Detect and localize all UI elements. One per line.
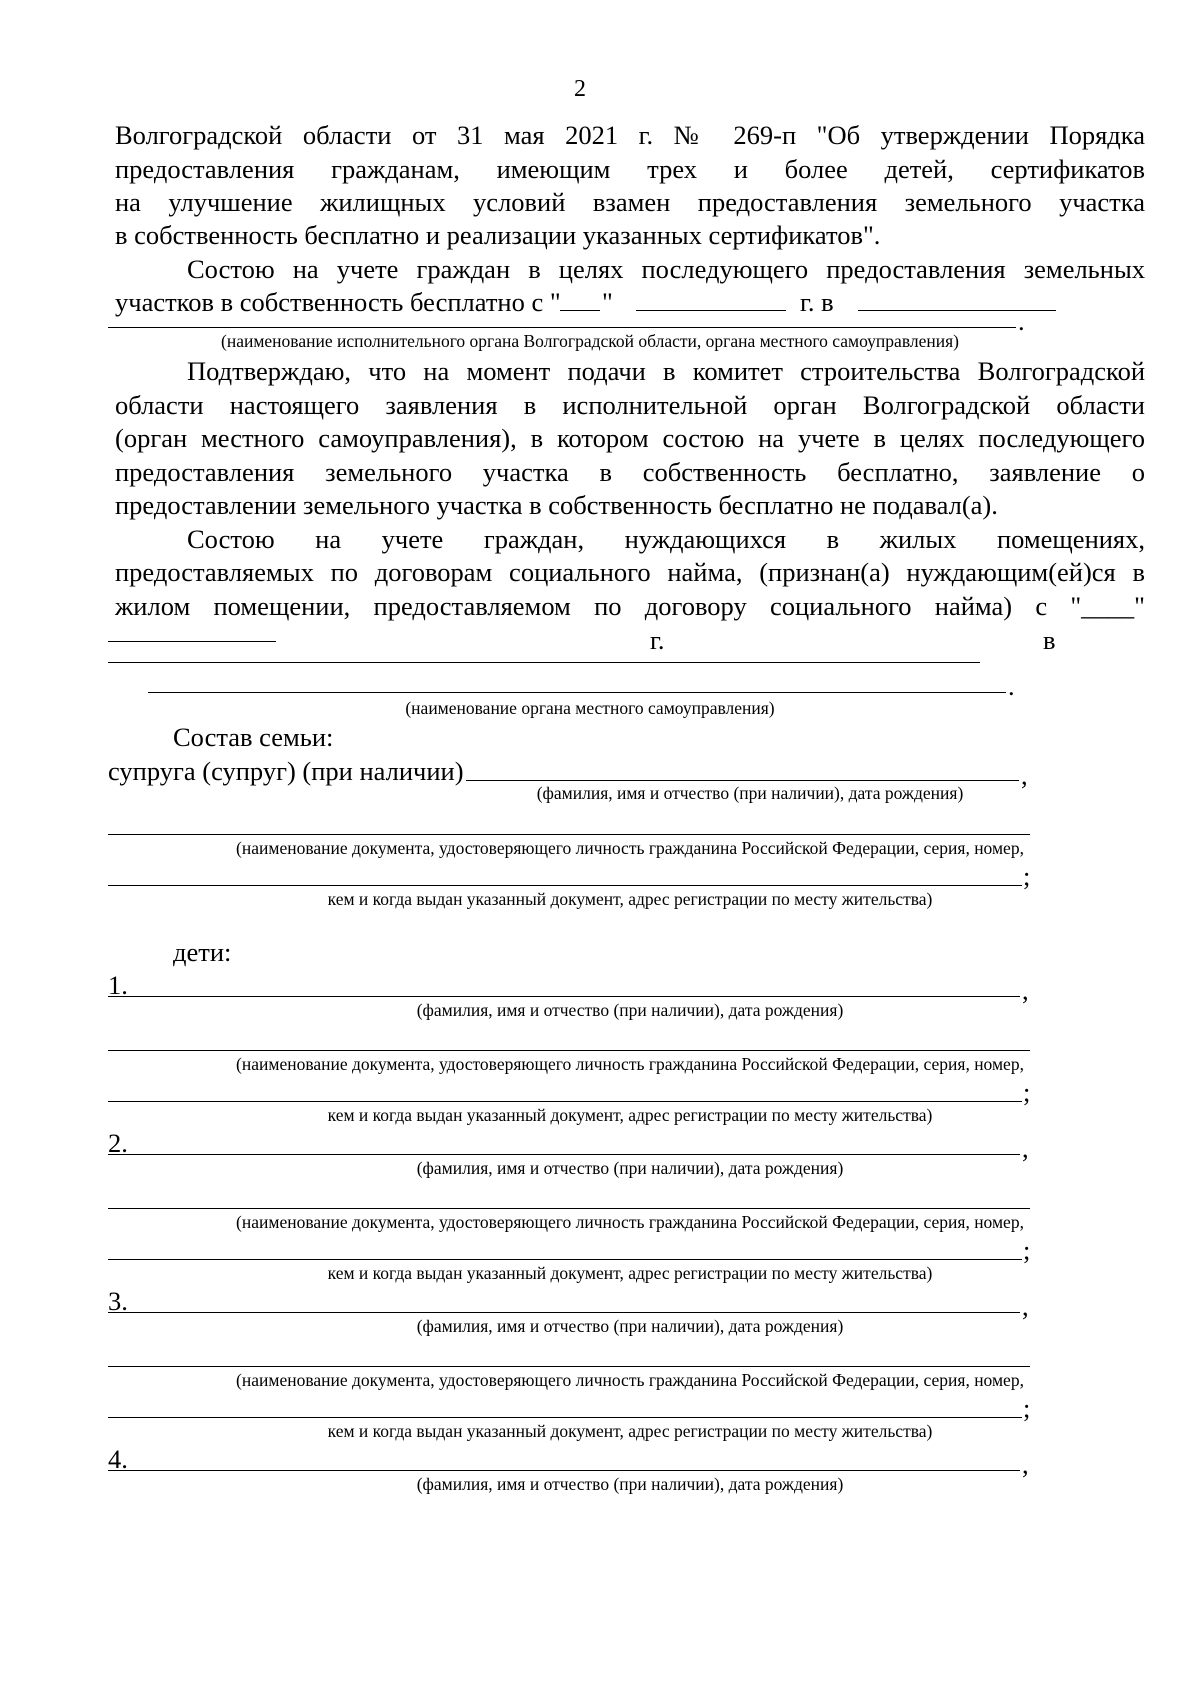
para1-line-4: в собственность бесплатно и реализации указанных сертификатов". xyxy=(115,220,881,250)
child-3-semicolon: ; xyxy=(1023,1393,1031,1423)
authority-blank-3[interactable] xyxy=(108,662,980,663)
para3-line-2: области настоящего заявления в исполнительной орган Волгоградской области xyxy=(115,390,1145,420)
para2-end-period: . xyxy=(1018,306,1025,336)
child-3-issued-caption: кем и когда выдан указанный документ, адрес регистрации по месту жительства) xyxy=(327,1421,933,1441)
para4-line-1: Состою на учете граждан, нуждающихся в жилых помещениях, xyxy=(187,524,1145,554)
child-2-issued-field[interactable] xyxy=(108,1259,1022,1260)
child-2-name-caption: (фамилия, имя и отчество (при наличии), дата рождения) xyxy=(416,1158,844,1178)
spouse-doc-field[interactable] xyxy=(108,834,1030,835)
para3-line-3: (орган местного самоуправления), в котором состою на учете в целях последующего xyxy=(115,423,1145,453)
authority-blank-2[interactable] xyxy=(108,327,1016,328)
authority-blank-4[interactable] xyxy=(148,692,1006,693)
child-4-name-caption: (фамилия, имя и отчество (при наличии), дата рождения) xyxy=(416,1474,844,1494)
date-blank-2[interactable] xyxy=(108,641,276,642)
spouse-label: супруга (супруг) (при наличии) xyxy=(108,756,464,786)
para3-line-5: предоставлении земельного участка в собственность бесплатно не подавал(а). xyxy=(115,490,998,520)
day-blank-1[interactable] xyxy=(560,310,600,311)
para3-line-4: предоставления земельного участка в собственность бесплатно, заявление о xyxy=(115,457,1145,487)
child-3-doc-field[interactable] xyxy=(108,1366,1030,1367)
spouse-name-caption: (фамилия, имя и отчество (при наличии), дата рождения) xyxy=(536,783,964,803)
family-heading: Состав семьи: xyxy=(173,722,334,752)
para4-year: г. xyxy=(650,625,665,655)
child-3-name-caption: (фамилия, имя и отчество (при наличии), дата рождения) xyxy=(416,1316,844,1336)
child-3-comma: , xyxy=(1022,1291,1029,1321)
child-2-comma: , xyxy=(1022,1133,1029,1163)
child-2-doc-caption: (наименование документа, удостоверяющего личность гражданина Российской Федерации, серия, номер, xyxy=(236,1212,1024,1232)
spouse-doc-caption: (наименование документа, удостоверяющего личность гражданина Российской Федерации, серия, номер, xyxy=(236,838,1024,858)
spouse-issued-field[interactable] xyxy=(108,885,1022,886)
child-1-number: 1. xyxy=(108,970,128,1000)
child-4-name-field[interactable] xyxy=(108,1470,1020,1471)
para1-line-3: на улучшение жилищных условий взамен предоставления земельного участка xyxy=(115,187,1145,217)
para4-line-3: жилом помещении, предоставляемом по договору социального найма) с "____" xyxy=(115,591,1145,621)
spouse-comma: , xyxy=(1021,760,1028,790)
child-2-issued-caption: кем и когда выдан указанный документ, адрес регистрации по месту жительства) xyxy=(327,1263,933,1283)
child-1-doc-field[interactable] xyxy=(108,1050,1030,1051)
child-2-semicolon: ; xyxy=(1023,1235,1031,1265)
para4-in: в xyxy=(1043,625,1056,655)
para4-end-period: . xyxy=(1008,671,1015,701)
para2-year-in: г. в xyxy=(800,287,834,317)
para2-quote-close: " xyxy=(602,287,613,317)
children-label: дети: xyxy=(173,937,232,967)
para2-line-1: Состою на учете граждан в целях последующего предоставления земельных xyxy=(187,254,1145,284)
authority-caption: (наименование исполнительного органа Волгоградской области, органа местного самоуправления) xyxy=(221,331,959,351)
para1-line-2: предоставления гражданам, имеющим трех и более детей, сертификатов xyxy=(115,154,1145,184)
para1-line-1: Волгоградской области от 31 мая 2021 г. № 269-п "Об утверждении Порядка xyxy=(115,120,1145,150)
child-3-number: 3. xyxy=(108,1286,128,1316)
spouse-name-field[interactable] xyxy=(466,780,1019,781)
child-2-name-field[interactable] xyxy=(108,1154,1020,1155)
child-1-semicolon: ; xyxy=(1023,1077,1031,1107)
month-blank-1[interactable] xyxy=(636,310,786,311)
spouse-issued-caption: кем и когда выдан указанный документ, адрес регистрации по месту жительства) xyxy=(327,889,933,909)
child-1-doc-caption: (наименование документа, удостоверяющего личность гражданина Российской Федерации, серия, номер, xyxy=(236,1054,1024,1074)
page-number: 2 xyxy=(574,76,586,102)
child-1-issued-field[interactable] xyxy=(108,1101,1022,1102)
spouse-semicolon: ; xyxy=(1023,861,1031,891)
child-1-issued-caption: кем и когда выдан указанный документ, адрес регистрации по месту жительства) xyxy=(327,1105,933,1125)
child-3-issued-field[interactable] xyxy=(108,1417,1022,1418)
authority-blank-1[interactable] xyxy=(858,310,1056,311)
child-4-number: 4. xyxy=(108,1444,128,1474)
para4-line-2: предоставляемых по договорам социального найма, (признан(а) нуждающим(ей)ся в xyxy=(115,557,1145,587)
child-3-name-field[interactable] xyxy=(108,1312,1020,1313)
para2-line-2-start: участков в собственность бесплатно с " xyxy=(115,287,561,317)
child-1-name-field[interactable] xyxy=(108,996,1020,997)
local-authority-caption: (наименование органа местного самоуправления) xyxy=(405,698,775,718)
child-2-doc-field[interactable] xyxy=(108,1208,1030,1209)
child-1-comma: , xyxy=(1022,975,1029,1005)
child-3-doc-caption: (наименование документа, удостоверяющего личность гражданина Российской Федерации, серия, номер, xyxy=(236,1370,1024,1390)
child-2-number: 2. xyxy=(108,1128,128,1158)
child-1-name-caption: (фамилия, имя и отчество (при наличии), дата рождения) xyxy=(416,1000,844,1020)
para3-line-1: Подтверждаю, что на момент подачи в комитет строительства Волгоградской xyxy=(187,356,1145,386)
child-4-comma: , xyxy=(1022,1449,1029,1479)
